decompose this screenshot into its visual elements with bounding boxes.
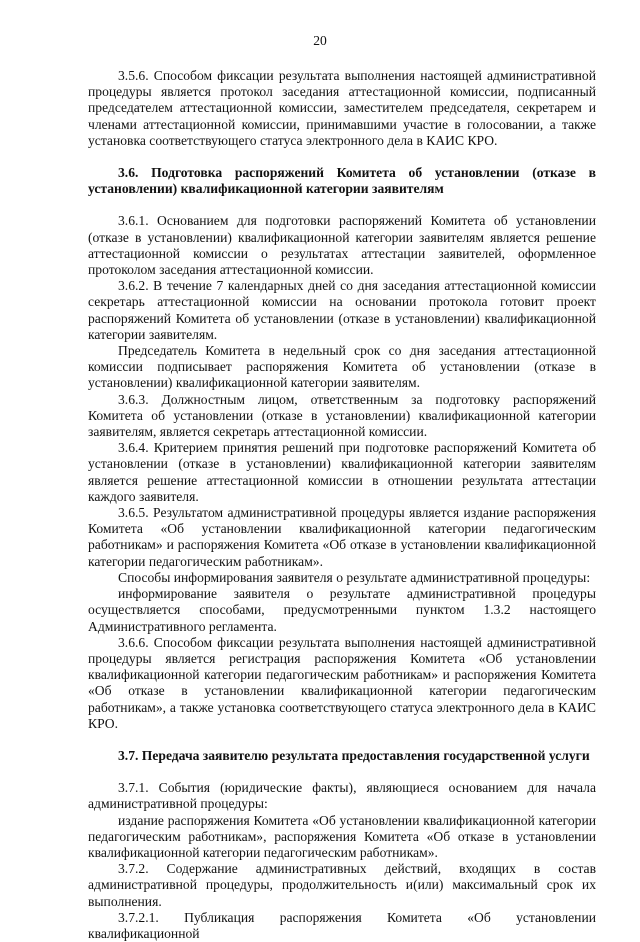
page-number: 20 (313, 33, 327, 48)
paragraph-inform-methods: Способы информирования заявителя о результате административной процедуры: (118, 569, 591, 585)
paragraph-3-6-1: 3.6.1. Основанием для подготовки распоряжений Комитета об установлении (отказе в установлении) квалификационной категории заявителям является решение аттестационной комиссии о результатах аттестации заявителей, оформленное протоколом заседания аттестационной комиссии. (88, 213, 596, 278)
page-body (88, 68, 596, 942)
paragraph-chairman: Председатель Комитета в недельный срок со дня заседания аттестационной комиссии подписывает распоряжения Комитета об установлении (отказе в установлении) квалификационной категории заявителям. (88, 343, 596, 391)
section-heading-3-6: 3.6. Подготовка распоряжений Комитета об установлении (отказе в установлении) квалификационной категории заявителям (88, 165, 596, 197)
paragraph-3-7-1-detail: издание распоряжения Комитета «Об установлении квалификационной категории педагогическим работникам», распоряжения Комитета «Об отказе в установлении квалификационной категории педагогическим работникам». (88, 812, 596, 860)
paragraph-3-6-6: 3.6.6. Способом фиксации результата выполнения настоящей административной процедуры является регистрация распоряжения Комитета «Об установлении квалификационной категории педагогическим работникам» и распоряжения Комитета «Об отказе в установлении квалификационной категории педагогическим работникам», а также установка соответствующего статуса электронного дела в КАИС КРО. (88, 634, 596, 731)
paragraph-3-6-3: 3.6.3. Должностным лицом, ответственным за подготовку распоряжений Комитета об установлении (отказе в установлении) квалификационной категории заявителям, является секретарь аттестационной комиссии. (88, 391, 596, 440)
paragraph-3-7-2: 3.7.2. Содержание административных действий, входящих в состав административной процедуры, продолжительность и(или) максимальный срок их выполнения. (88, 861, 596, 909)
paragraph-3-7-2-1: 3.7.2.1. Публикация распоряжения Комитета «Об установлении квалификационной (88, 909, 596, 941)
paragraph-3-6-2: 3.6.2. В течение 7 календарных дней со дня заседания аттестационной комиссии секретарь аттестационной комиссии на основании протокола готовит проект распоряжений Комитета об установлении (отказе в установлении) квалификационной категории заявителям. (88, 278, 596, 342)
paragraph-3-5-6: 3.5.6. Способом фиксации результата выполнения настоящей административной процедуры является протокол заседания аттестационной комиссии, подписанный председателем аттестационной комиссии, заместителем председателя, секретарем и членами аттестационной комиссии, принимавшими участие в голосовании, а также установка соответствующего статуса электронного дела в КАИС КРО. (88, 68, 596, 148)
paragraph-inform-detail: информирование заявителя о результате административной процедуры осуществляется способами, предусмотренными пунктом 1.3.2 настоящего Административного регламента. (88, 586, 596, 634)
section-heading-3-7: 3.7. Передача заявителю результата предоставления государственной услуги (118, 747, 590, 763)
paragraph-3-6-4: 3.6.4. Критерием принятия решений при подготовке распоряжений Комитета об установлении (отказе в установлении) квалификационной категории заявителям является решение аттестационной комиссии в отношении результата аттестации каждого заявителя. (88, 440, 596, 504)
paragraph-3-6-5: 3.6.5. Результатом административной процедуры является издание распоряжения Комитета «Об установлении квалификационной категории педагогическим работникам» и распоряжения Комитета «Об отказе в установлении квалификационной категории педагогическим работникам». (88, 505, 596, 569)
paragraph-3-7-1: 3.7.1. События (юридические факты), являющиеся основанием для начала административной процедуры: (88, 780, 596, 812)
